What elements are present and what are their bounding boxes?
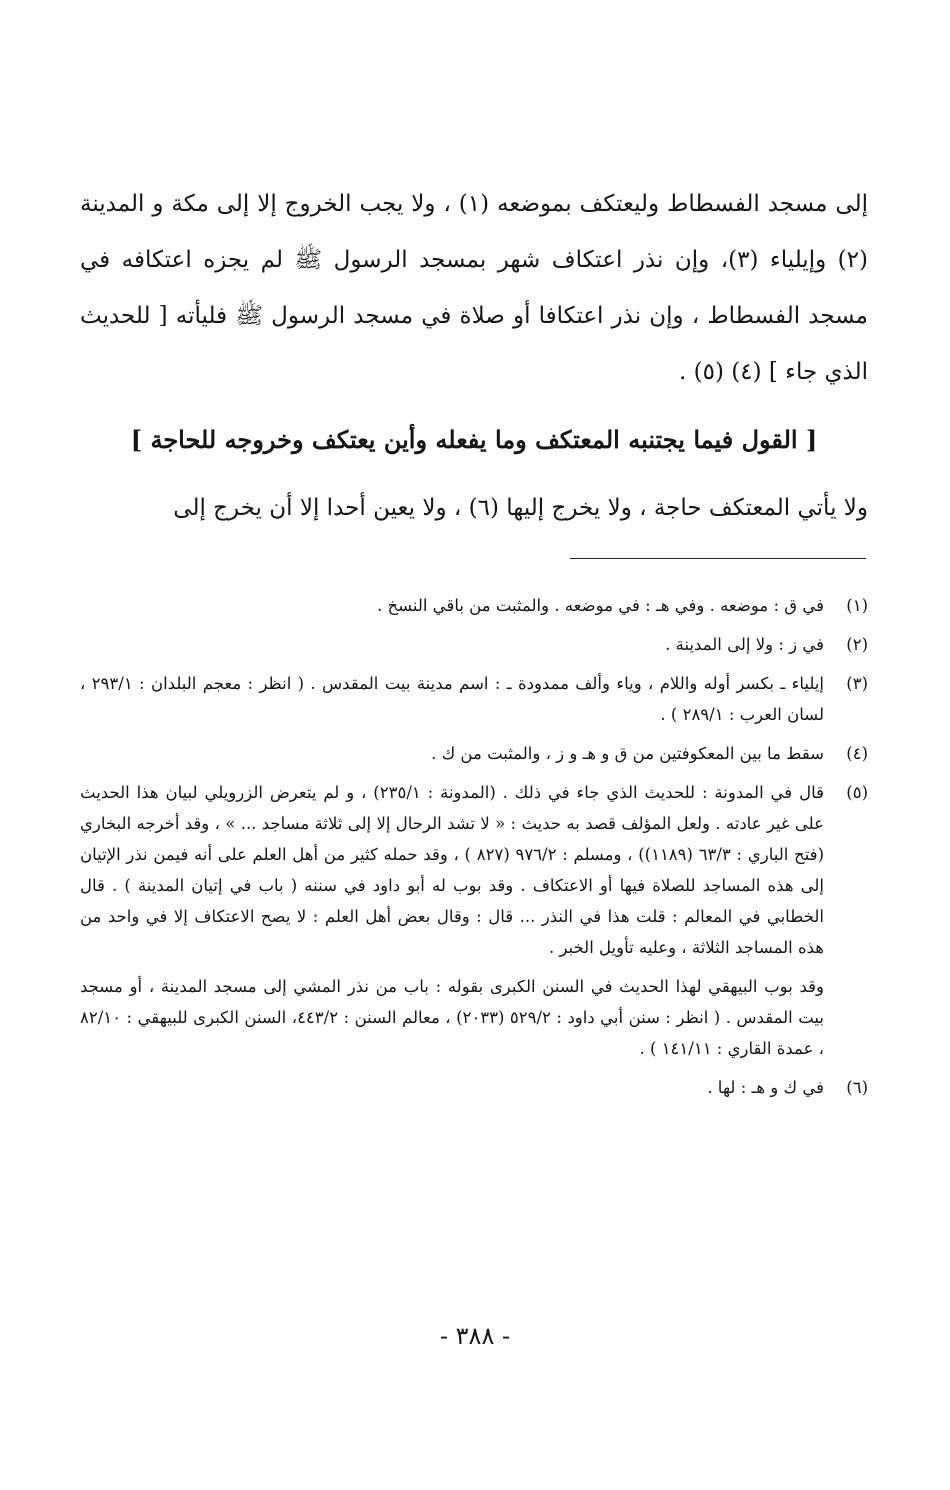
- footnote-5-continuation: وقد بوب البيهقي لهذا الحديث في السنن الكبرى بقوله : باب من نذر المشي إلى مسجد المدينة ، أو مسجد بيت المقدس . ( انظر : سنن أبي داود : ٥٢٩/٢ (٢٠٣٣) ، معالم السنن : ٤٤٣/٢، السنن الكبرى للبيهقي : ٨٢/١٠ ، عمدة القاري : ١٤١/١١ ) .: [80, 977, 824, 1058]
- footnote-separator: [570, 558, 866, 559]
- footnote-text: في ز : ولا إلى المدينة .: [665, 635, 824, 654]
- footnote-4: [80, 738, 868, 769]
- footnote-number: (٦): [846, 1078, 868, 1097]
- footnote-6: [80, 1072, 868, 1103]
- footnote-number: (١): [846, 596, 868, 615]
- footnote-2: [80, 629, 868, 660]
- main-paragraph: إلى مسجد الفسطاط وليعتكف بموضعه (١) ، ولا يجب الخروج إلا إلى مكة و المدينة (٢) وإيلياء (٣)، وإن نذر اعتكاف شهر بمسجد الرسول ﷺ لم يجزه اعتكافه في مسجد الفسطاط ، وإن نذر اعتكافا أو صلاة في مسجد الرسول ﷺ فليأته [ للحديث الذي جاء ] (٤) (٥) .: [80, 191, 868, 385]
- footnote-5: [80, 777, 868, 963]
- footnote-text: إيلياء ـ بكسر أوله واللام ، وياء وألف ممدودة ـ : اسم مدينة بيت المقدس . ( انظر : معجم البلدان : ٢٩٣/١ ، لسان العرب : ٢٨٩/١ ) .: [80, 674, 824, 724]
- footnote-text: في ق : موضعه . وفي هـ : في موضعه . والمثبت من باقي النسخ .: [376, 596, 824, 615]
- main-paragraph-2: ولا يأتي المعتكف حاجة ، ولا يخرج إليها (٦) ، ولا يعين أحدا إلا أن يخرج إلى: [173, 495, 868, 521]
- footnote-number: (٤): [846, 744, 868, 763]
- footnote-number: (٢): [846, 635, 868, 654]
- section-heading: [ القول فيما يجتنبه المعتكف وما يفعله وأين يعتكف وخروجه للحاجة ]: [130, 425, 818, 454]
- footnote-text: قال في المدونة : للحديث الذي جاء في ذلك . (المدونة : ٢٣٥/١) ، و لم يتعرض الزرويلي لبيان هذا الحديث على غير عادته . ولعل المؤلف قصد به حديث : « لا تشد الرحال إلا إلى ثلاثة مساجد ... » ، وقد أخرجه البخاري (فتح الباري : ٦٣/٣ (١١٨٩)) ، ومسلم : ٩٧٦/٢ (٨٢٧ ) ، وقد حمله كثير من أهل العلم على أنه فيمن نذر الإتيان إلى هذه المساجد للصلاة فيها أو الاعتكاف . وقد بوب له أبو داود في سننه ( باب في إتيان المدينة ) . قال الخطابي في المعالم : قلت هذا في النذر ... قال : وقال بعض أهل العلم : لا يصح الاعتكاف إلا في واحد من هذه المساجد الثلاثة ، وعليه تأويل الخبر .: [80, 783, 825, 957]
- footnote-number: (٣): [846, 674, 868, 693]
- footnote-number: (٥): [846, 783, 868, 802]
- footnotes: [80, 590, 868, 1111]
- main-text-block: [80, 176, 868, 400]
- footnote-1: [80, 590, 868, 621]
- footnote-text: سقط ما بين المعكوفتين من ق و هـ و ز ، والمثبت من ك .: [431, 744, 824, 763]
- footnote-text: في ك و هـ : لها .: [707, 1078, 824, 1097]
- footnote-3: [80, 668, 868, 730]
- page-number: - ٣٨٨ -: [439, 1322, 511, 1350]
- main-text-block-2: [80, 488, 868, 528]
